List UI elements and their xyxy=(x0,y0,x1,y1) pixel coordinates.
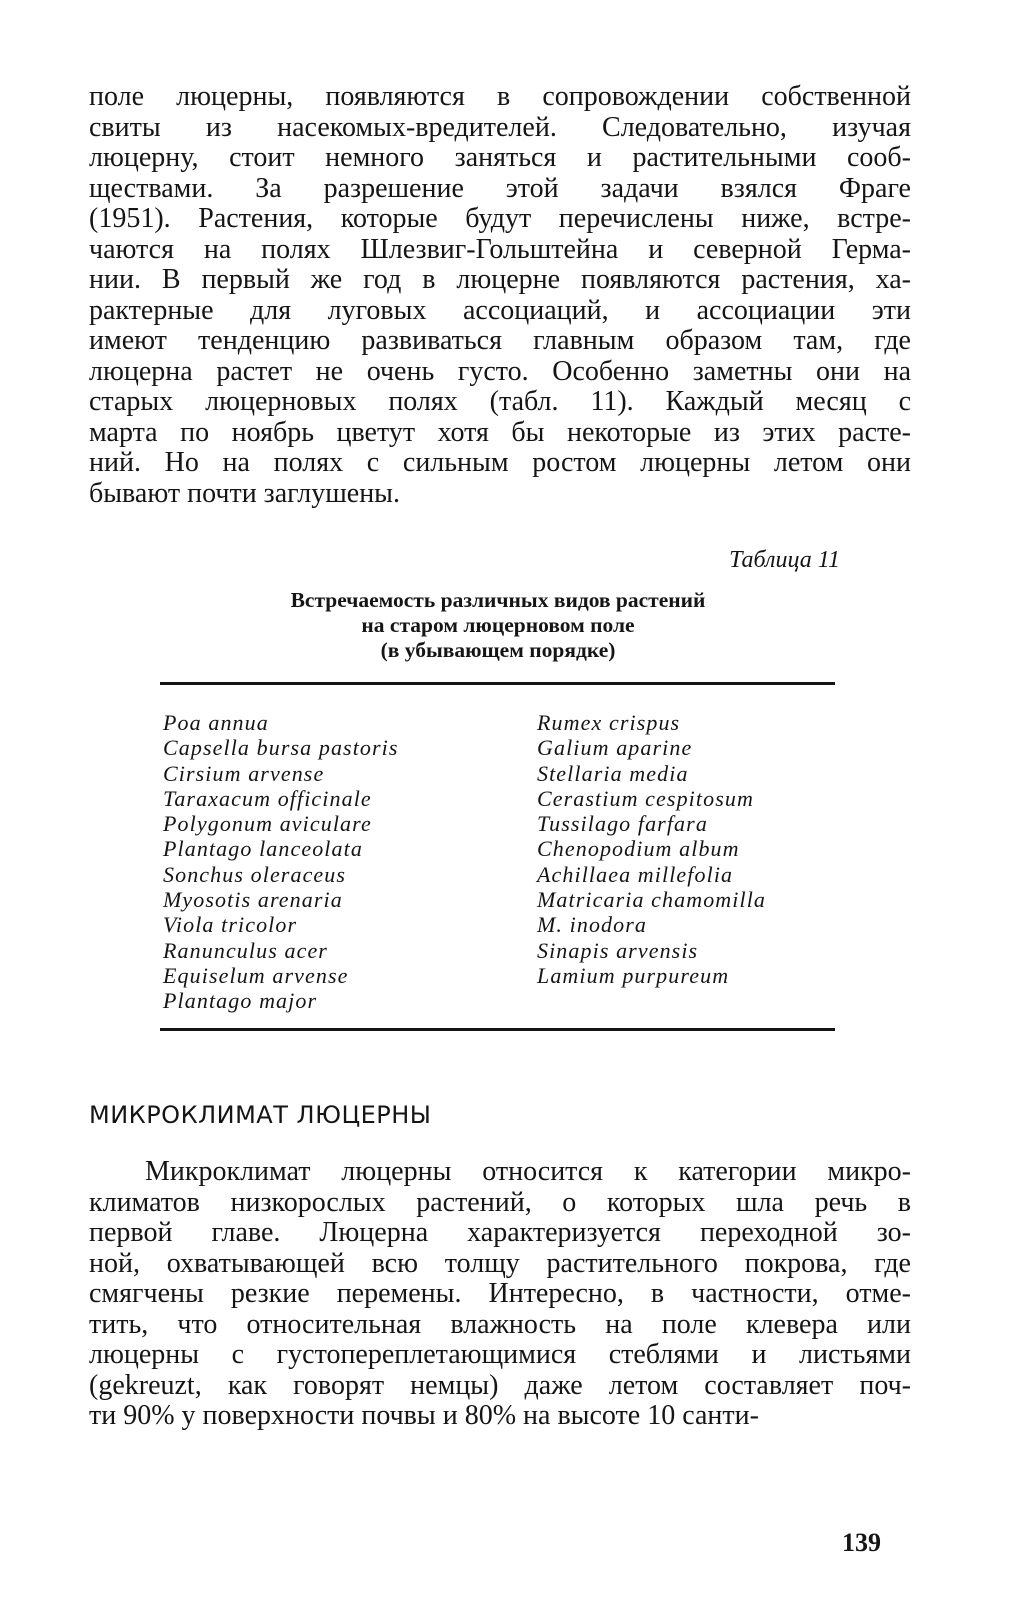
species-list-right xyxy=(537,710,766,988)
text-line: (1951). Растения, которые будут перечислены ниже, встре- xyxy=(89,203,911,234)
table-bottom-rule xyxy=(160,1028,835,1031)
body-paragraph-2 xyxy=(89,1157,911,1432)
species-name: Stellaria media xyxy=(537,760,689,786)
table-top-rule xyxy=(160,682,835,685)
table-title-line: (в убывающем порядке) xyxy=(380,638,616,662)
species-name: Sinapis arvensis xyxy=(537,937,699,963)
text-line: тить, что относительная влажность на поле клевера или xyxy=(89,1308,911,1340)
text-line: ти 90% у поверхности почвы и 80% на высоте 10 санти- xyxy=(89,1400,759,1431)
body-paragraph-1 xyxy=(89,82,911,509)
text-line: (gekreuzt, как говорят немцы) даже летом составляет поч- xyxy=(89,1369,911,1401)
text-line: поле люцерны, появляются в сопровождении собственной xyxy=(89,81,911,112)
text-line: ний. Но на полях с сильным ростом люцерны летом они xyxy=(89,447,911,478)
text-line: рактерные для луговых ассоциаций, и ассоциации эти xyxy=(89,294,911,326)
species-list-left xyxy=(163,710,399,1014)
text-line: люцерна растет не очень густо. Особенно заметны они на xyxy=(89,355,911,387)
table-title-line: на старом люцерновом поле xyxy=(361,613,635,637)
species-name: Chenopodium album xyxy=(537,836,740,862)
species-name: Achillaea millefolia xyxy=(537,861,734,887)
species-name: Viola tricolor xyxy=(163,912,298,938)
text-line: климатов низкорослых растений, о которых шла речь в xyxy=(89,1186,911,1218)
text-line: смягчены резкие перемены. Интересно, в частности, отме- xyxy=(89,1278,911,1309)
text-line: первой главе. Люцерна характеризуется переходной зо- xyxy=(89,1217,911,1248)
text-line: ществами. За разрешение этой задачи взялся Фраге xyxy=(89,172,911,204)
species-name: Tussilago farfara xyxy=(537,811,708,837)
species-name: Poa annua xyxy=(163,710,269,735)
species-name: Cirsium arvense xyxy=(163,760,325,786)
table-title xyxy=(160,588,836,663)
species-name: Polygonum aviculare xyxy=(163,811,372,837)
species-name: Equiselum arvense xyxy=(163,962,349,988)
species-name: Plantago lanceolata xyxy=(163,836,363,862)
species-name: Sonchus oleraceus xyxy=(163,861,347,887)
text-line: свиты из насекомых-вредителей. Следовательно, изучая xyxy=(89,111,911,143)
text-line: чаются на полях Шлезвиг-Гольштейна и северной Герма- xyxy=(89,233,911,265)
species-name: Ranunculus acer xyxy=(163,937,328,963)
section-heading: МИКРОКЛИМАТ ЛЮЦЕРНЫ xyxy=(89,1101,432,1129)
species-name: Plantago major xyxy=(163,988,318,1014)
text-line: старых люцерновых полях (табл. 11). Каждый месяц с xyxy=(89,386,911,417)
text-line: марта по ноябрь цветут хотя бы некоторые из этих расте- xyxy=(89,416,911,448)
text-line: имеют тенденцию развиваться главным образом там, где xyxy=(89,325,911,356)
text-line: Микроклимат люцерны относится к категории микро- xyxy=(145,1156,911,1187)
species-name: Matricaria chamomilla xyxy=(537,887,767,913)
text-line: нии. В первый же год в люцерне появляются растения, ха- xyxy=(89,264,911,295)
species-name: Galium aparine xyxy=(537,735,693,761)
species-name: Rumex crispus xyxy=(537,710,681,735)
species-name: Lamium purpureum xyxy=(537,962,730,988)
species-name: Taraxacum officinale xyxy=(163,785,372,811)
page-number: 139 xyxy=(842,1528,881,1557)
text-line: бывают почти заглушены. xyxy=(89,477,400,509)
species-name: Cerastium cespitosum xyxy=(537,785,754,811)
species-name: Capsella bursa pastoris xyxy=(163,735,399,761)
table-label: Таблица 11 xyxy=(729,547,840,573)
text-line: люцерну, стоит немного заняться и растительными сооб- xyxy=(89,142,911,173)
text-line: ной, охватывающей всю толщу растительного покрова, где xyxy=(89,1247,911,1279)
species-name: M. inodora xyxy=(537,912,647,938)
table-title-line: Встречаемость различных видов растений xyxy=(290,588,706,612)
species-name: Myosotis arenaria xyxy=(163,887,343,913)
text-line: люцерны с густопереплетающимися стеблями и листьями xyxy=(89,1339,911,1370)
